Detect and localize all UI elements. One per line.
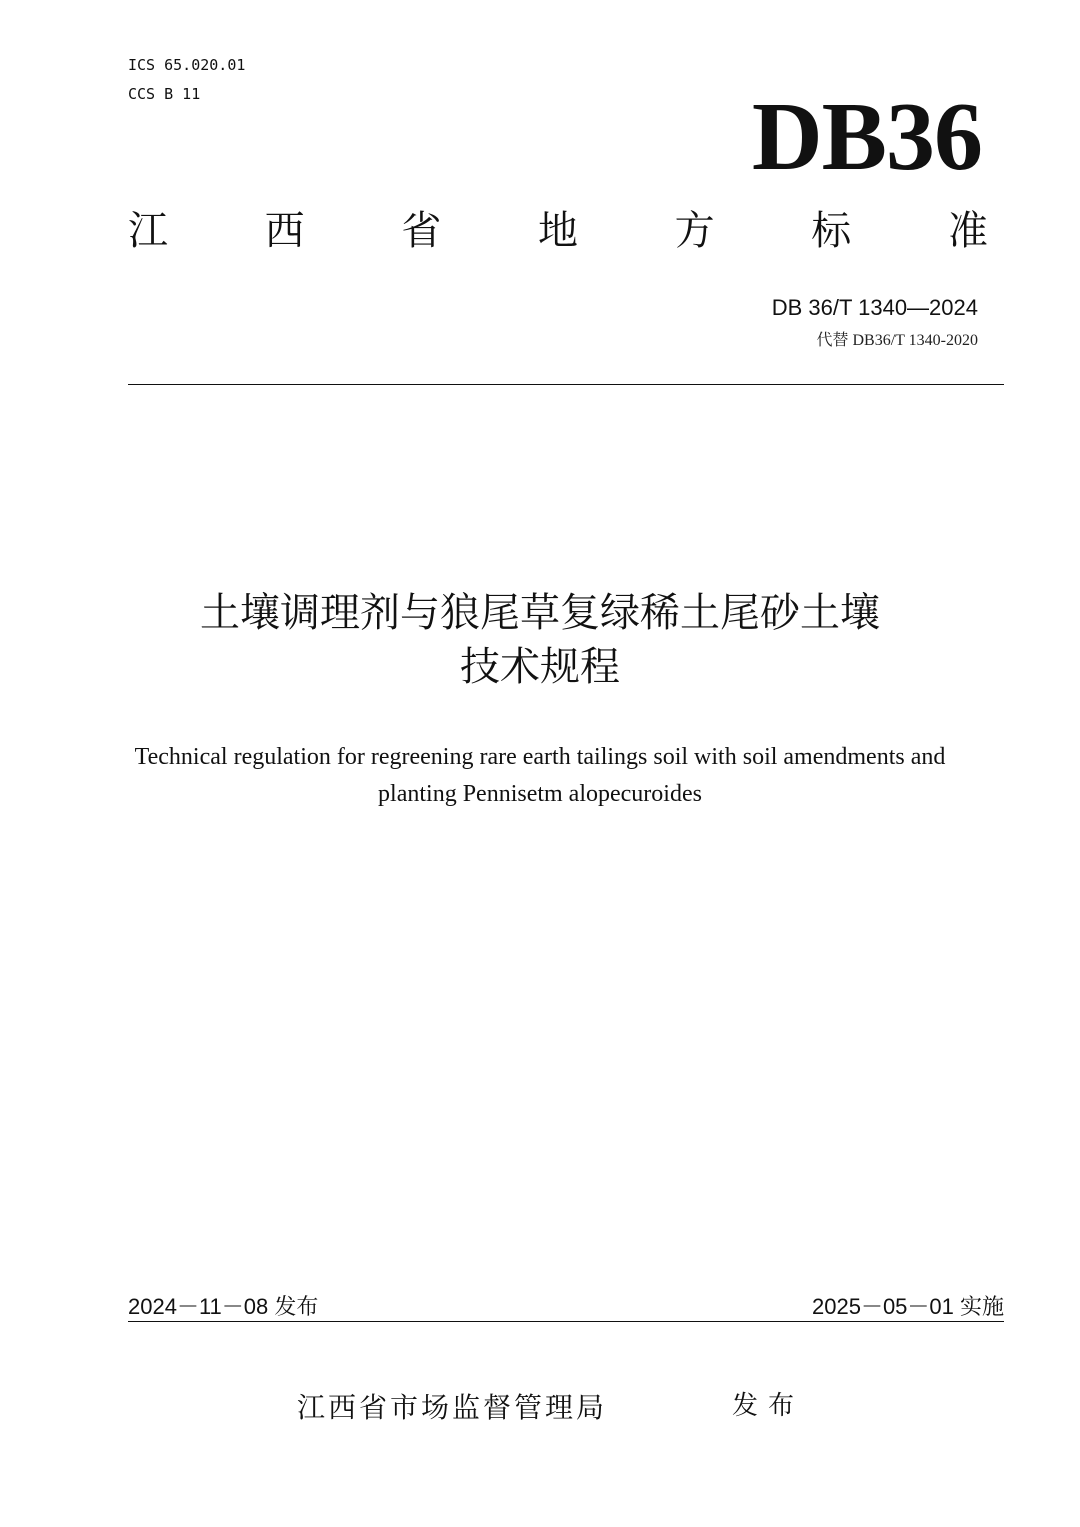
standard-logo: DB36 [751,83,982,191]
effective-date: 2025－05－01 实施 [812,1294,1004,1319]
ccs-code: CCS B 11 [128,85,201,103]
issuing-authority: 江西省市场监督管理局 [297,1391,608,1424]
standard-number: DB 36/T 1340—2024 [771,295,978,320]
chinese-title [60,586,1020,694]
level-char: 准 [947,208,988,254]
english-title [60,739,1020,813]
ics-code: ICS 65.020.01 [128,56,246,74]
level-char: 方 [674,208,715,254]
issue-label: 发布 [732,1391,805,1421]
level-char: 标 [811,208,852,254]
standard-level-heading [128,206,988,256]
level-char: 地 [537,208,578,254]
english-title-line-1: Technical regulation for regreening rare earth tailings soil with soil amendments and [134,744,946,770]
level-char: 西 [264,208,305,254]
chinese-title-line-1: 土壤调理剂与狼尾草复绿稀土尾砂土壤 [200,590,880,636]
publish-date: 2024－11－08 发布 [128,1294,319,1319]
english-title-line-2: planting Pennisetm alopecuroides [378,781,702,807]
footer-divider [128,1321,1004,1322]
chinese-title-line-2: 技术规程 [460,644,620,690]
replaces-standard: 代替 DB36/T 1340-2020 [816,332,978,349]
header-divider [128,384,1004,385]
level-char: 省 [401,208,442,254]
level-char: 江 [128,208,168,254]
